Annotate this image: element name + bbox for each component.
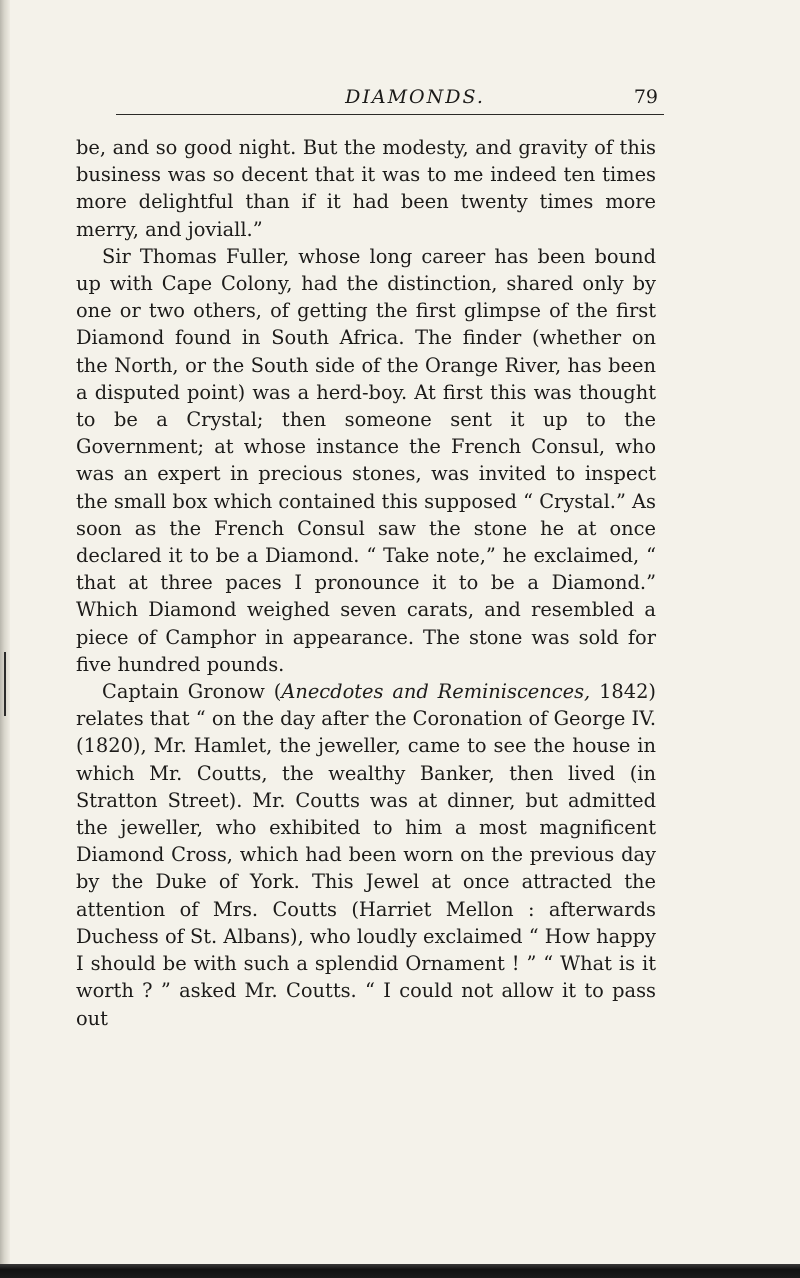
page-header xyxy=(116,80,664,115)
book-title-italic: Anecdotes and Reminiscences, xyxy=(281,680,591,704)
margin-mark xyxy=(4,652,6,716)
running-head: DIAMONDS. xyxy=(345,86,485,108)
paragraph-1: be, and so good night. But the modesty, and gravity of this business was so decent that it was to me indeed ten times more delightful than if it had been twenty times more merry, and joviall.” xyxy=(76,136,656,241)
paragraph-2: Sir Thomas Fuller, whose long career has been bound up with Cape Colony, had the distinction, shared only by one or two others, of getting the first glimpse of the first Diamond found in South Africa. The finder (whether on the North, or the South side of the Orange River, has been a disputed point) was a herd-boy. At first this was thought to be a Crystal; then someone sent it up to the Government; at whose instance the French Consul, who was an expert in precious stones, was invited to inspect the small box which contained this supposed “ Crystal.” As soon as the French Consul saw the stone he at once declared it to be a Diamond. “ Take note,” he exclaimed, “ that at three paces I pronounce it to be a Diamond.” Which Diamond weighed seven carats, and resembled a piece of Camphor in appearance. The stone was sold for five hundred pounds. xyxy=(76,244,656,676)
page-number: 79 xyxy=(633,86,658,108)
paragraph-3-rest: 1842) relates that “ on the day after the Coronation of George IV. (1820), Mr. Hamlet, the jeweller, came to see the house in which Mr. Coutts, the wealthy Banker, then lived (in Stratton Street). Mr. Coutts was at dinner, but admitted the jeweller, who exhibited to him a most magnificent Diamond Cross, which had been worn on the previous day by the Duke of York. This Jewel at once attracted the attention of Mrs. Coutts (Harriet Mellon : afterwards Duchess of St. Albans), who loudly exclaimed “ How happy I should be with such a splendid Ornament ! ” “ What is it worth ? ” asked Mr. Coutts. “ I could not allow it to pass out xyxy=(76,680,656,1030)
bottom-edge-shadow xyxy=(0,1264,800,1278)
paragraph-3 xyxy=(76,678,656,1032)
book-page xyxy=(76,80,656,1032)
paragraph-3-start: Captain Gronow ( xyxy=(102,680,282,704)
page-left-edge xyxy=(0,0,10,1278)
body-text xyxy=(76,134,656,1032)
